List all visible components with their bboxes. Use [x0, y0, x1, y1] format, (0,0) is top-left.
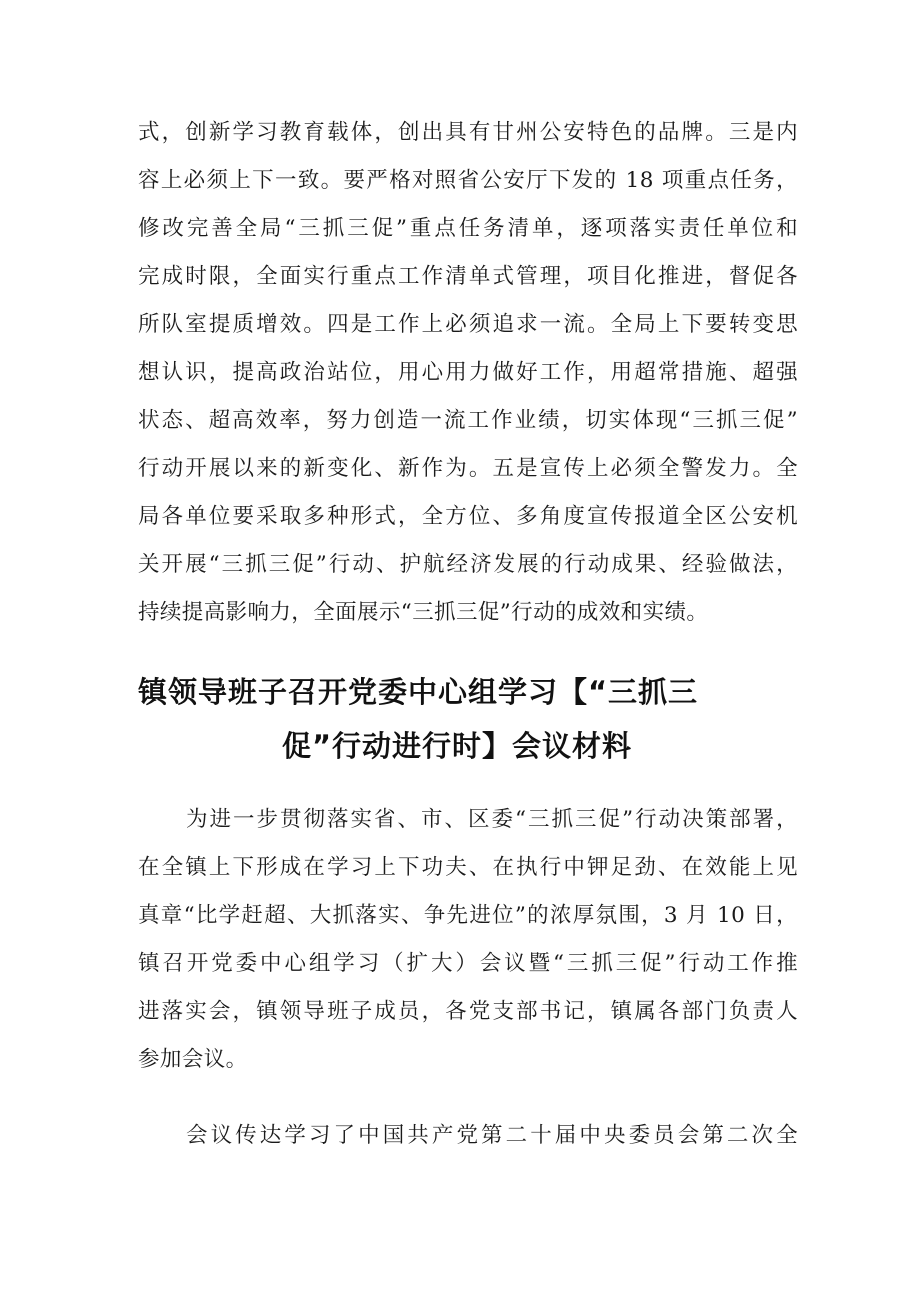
paragraph-line: 参加会议。 — [138, 1047, 248, 1072]
paragraph-line: 容上必须上下一致。要严格对照省公安厅下发的 18 项重点任务， — [138, 168, 798, 193]
paragraph-line: 镇召开党委中心组学习（扩大）会议暨“三抓三促”行动工作推 — [138, 951, 798, 976]
paragraph-line: 式，创新学习教育载体，创出具有甘州公安特色的品牌。三是内 — [138, 120, 798, 145]
paragraph-line: 局各单位要采取多种形式，全方位、多角度宣传报道全区公安机 — [138, 504, 798, 529]
paragraph-line: 进落实会，镇领导班子成员，各党支部书记，镇属各部门负责人 — [138, 999, 798, 1024]
paragraph-line: 真章“比学赶超、大抓落实、争先进位”的浓厚氛围，3 月 10 日， — [138, 903, 798, 928]
paragraph-line: 关开展“三抓三促”行动、护航经济发展的行动成果、经验做法， — [138, 552, 798, 577]
paragraph-line: 为进一步贯彻落实省、市、区委“三抓三促”行动决策部署， — [186, 807, 798, 832]
paragraph-line: 会议传达学习了中国共产党第二十届中央委员会第二次全 — [186, 1123, 798, 1148]
paragraph-line: 在全镇上下形成在学习上下功夫、在执行中钾足劲、在效能上见 — [138, 855, 798, 880]
paragraph-line: 行动开展以来的新变化、新作为。五是宣传上必须全警发力。全 — [138, 456, 798, 481]
heading-line-1: 镇领导班子召开党委中心组学习【“三抓三 — [138, 675, 699, 709]
heading-line-2: 促”行动进行时】会议材料 — [282, 729, 633, 763]
paragraph-line: 持续提高影响力，全面展示“三抓三促”行动的成效和实绩。 — [138, 600, 709, 625]
paragraph-line: 修改完善全局“三抓三促”重点任务清单，逐项落实责任单位和 — [138, 216, 798, 241]
paragraph-line: 想认识，提高政治站位，用心用力做好工作，用超常措施、超强 — [138, 360, 798, 385]
paragraph-line: 所队室提质增效。四是工作上必须追求一流。全局上下要转变思 — [138, 312, 798, 337]
paragraph-line: 状态、超高效率，努力创造一流工作业绩，切实体现“三抓三促” — [138, 408, 798, 433]
paragraph-line: 完成时限，全面实行重点工作清单式管理，项目化推进，督促各 — [138, 264, 798, 289]
